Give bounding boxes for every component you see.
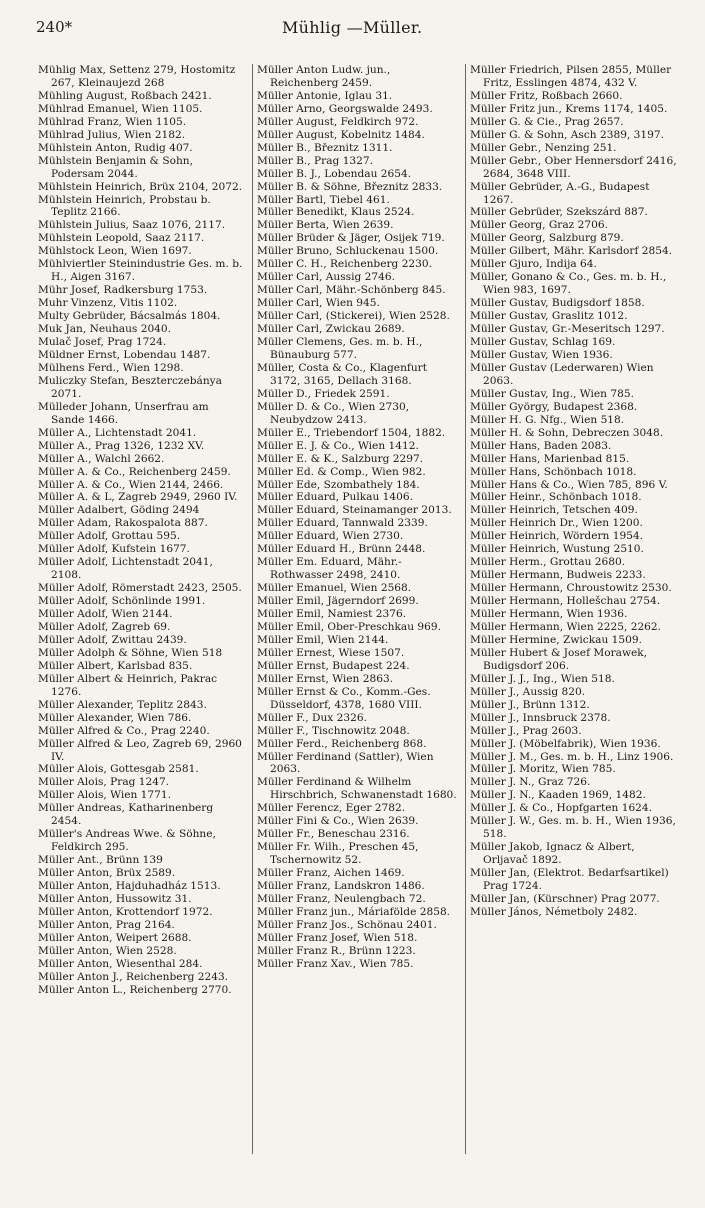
directory-entry: Müller Gilbert, Mähr. Karlsdorf 2854. xyxy=(470,245,673,258)
directory-entry: Müller A., Lichtenstadt 2041. xyxy=(38,426,197,439)
directory-entry: Müller Anton L., Reichenberg 2770. xyxy=(38,983,232,996)
directory-entry: Müller Adolf, Grottau 595. xyxy=(38,530,181,543)
directory-entry: Müller Gebr., Ober Hennersdorf 2416, 2684, 3648 VIII. xyxy=(470,154,677,180)
directory-entry: Müller A. & L, Zagreb 2949, 2960 IV. xyxy=(38,491,238,504)
directory-entry: Muhr Vinzenz, Vitis 1102. xyxy=(38,297,178,310)
directory-entry: Müller J. Moritz, Wien 785. xyxy=(470,763,616,776)
directory-entry: Müller Anton, Prag 2164. xyxy=(38,918,175,931)
directory-entry: Müller Carl, Aussig 2746. xyxy=(257,271,395,284)
directory-entry: Müller Anton, Wiesenthal 284. xyxy=(38,957,203,970)
directory-entry: Müller Anton Ludw. jun., Reichenberg 2459. xyxy=(257,64,391,89)
directory-entry: Müller Ernst, Wien 2863. xyxy=(257,672,394,685)
directory-entry: Müller Adolf, Lichtenstadt 2041, 2108. xyxy=(38,556,213,582)
directory-entry: Müller Gustav (Lederwaren) Wien 2063. xyxy=(470,361,654,387)
directory-entry: Muliczky Stefan, Beszterczebánya 2071. xyxy=(38,374,222,400)
directory-entry: Müller Fr., Beneschau 2316. xyxy=(257,828,410,841)
directory-entry: Müller G. & Cie., Prag 2657. xyxy=(470,115,624,128)
directory-entry: Müller Arno, Georgswalde 2493. xyxy=(257,102,433,115)
directory-entry: Müller Adalbert, Göding 2494 xyxy=(38,504,200,517)
directory-entry: Müller Anton, Wien 2528. xyxy=(38,944,177,957)
directory-entry: Müller Ant., Brünn 139 xyxy=(38,854,163,867)
directory-entry: Mühlstock Leon, Wien 1697. xyxy=(38,245,192,258)
directory-entry: Müller Heinrich, Wustung 2510. xyxy=(470,543,644,556)
page-number: 240* xyxy=(36,18,73,36)
directory-entry: Müller Emanuel, Wien 2568. xyxy=(257,582,412,595)
directory-entry: Müller Eduard, Steinamanger 2013. xyxy=(257,504,452,517)
directory-entry: Müller E. & K., Salzburg 2297. xyxy=(257,452,424,465)
directory-entry: Müller Adolph & Söhne, Wien 518 xyxy=(38,646,223,659)
directory-entry: Müller Carl, Wien 945. xyxy=(257,297,380,310)
directory-entry: Müller Ferencz, Eger 2782. xyxy=(257,802,406,815)
directory-entry: Müller Adolf, Kufstein 1677. xyxy=(38,543,190,556)
directory-entry: Müller Carl, Mähr.-Schönberg 845. xyxy=(257,284,446,297)
directory-entry: Müller Adolf, Wien 2144. xyxy=(38,608,173,621)
directory-entry: Müller Herm., Grottau 2680. xyxy=(470,556,626,569)
directory-entry: Müller Berta, Wien 2639. xyxy=(257,219,394,232)
directory-entry: Müller J., Innsbruck 2378. xyxy=(470,711,611,724)
directory-entry: Müller Ed. & Comp., Wien 982. xyxy=(257,465,426,478)
directory-entry: Müller D. & Co., Wien 2730, Neubydzow 2413. xyxy=(257,400,410,426)
directory-entry: Müller Gustav, Schlag 169. xyxy=(470,336,616,349)
directory-entry: Müller Ernst, Budapest 224. xyxy=(257,659,410,672)
directory-entry: Müller Hans, Schönbach 1018. xyxy=(470,465,637,478)
directory-entry: Müller F., Tischnowitz 2048. xyxy=(257,724,410,737)
directory-entry: Müller Friedrich, Pilsen 2855, Müller Fritz, Esslingen 4874, 432 V. xyxy=(470,64,672,89)
directory-entry: Müller Adolf, Römerstadt 2423, 2505. xyxy=(38,582,242,595)
directory-entry: Müller Gebrüder, Szekszárd 887. xyxy=(470,206,648,219)
directory-entry: Müller Adolf, Zagreb 69. xyxy=(38,620,171,633)
directory-entry: Müller Heinrich, Tetschen 409. xyxy=(470,504,638,517)
directory-entry: Müller August, Kobelnitz 1484. xyxy=(257,128,425,141)
directory-entry: Müller Emil, Namiest 2376. xyxy=(257,608,407,621)
directory-entry: Müller Carl, Zwickau 2689. xyxy=(257,323,405,336)
directory-entry: Müller Eduard, Tannwald 2339. xyxy=(257,517,428,530)
directory-entry: Müller Hermann, Wien 2225, 2262. xyxy=(470,620,662,633)
directory-entry: Müller Alois, Gottesgab 2581. xyxy=(38,763,199,776)
directory-entry: Müller, Gonano & Co., Ges. m. b. H., Wien 983, 1697. xyxy=(470,271,667,297)
directory-entry: Müller Heinrich, Wördern 1954. xyxy=(470,530,644,543)
directory-entry: Müller Franz R., Brünn 1223. xyxy=(257,944,416,957)
directory-entry: Müller Bruno, Schluckenau 1500. xyxy=(257,245,439,258)
directory-entry: Mühling August, Roßbach 2421. xyxy=(38,89,212,102)
directory-entry: Müller E. J. & Co., Wien 1412. xyxy=(257,439,419,452)
directory-entry: Müller J. & Co., Hopfgarten 1624. xyxy=(470,802,653,815)
directory-entry: Müller Franz Xav., Wien 785. xyxy=(257,957,414,970)
directory-entry: Mülleder Johann, Unserfrau am Sande 1466. xyxy=(38,400,209,426)
directory-entry: Müller Bartl, Tiebel 461. xyxy=(257,193,390,206)
directory-entry: Müller Gustav, Gr.-Meseritsch 1297. xyxy=(470,323,665,336)
directory-entry: Müller Albert, Karlsbad 835. xyxy=(38,659,193,672)
directory-entry: Mühlstein Leopold, Saaz 2117. xyxy=(38,232,205,245)
directory-entry: Müller Andreas, Katharinenberg 2454. xyxy=(38,802,214,828)
directory-entry: Müller J. J., Ing., Wien 518. xyxy=(470,672,615,685)
directory-entry: Müller A. & Co., Wien 2144, 2466. xyxy=(38,478,224,491)
directory-entry: Müller Hans & Co., Wien 785, 896 V. xyxy=(470,478,668,491)
directory-entry: Müller F., Dux 2326. xyxy=(257,711,367,724)
directory-entry: Müller Anton, Weipert 2688. xyxy=(38,931,192,944)
directory-entry: Müller Hermine, Zwickau 1509. xyxy=(470,633,642,646)
directory-entry: Müller Adolf, Schönlinde 1991. xyxy=(38,595,206,608)
directory-entry: Müller E., Triebendorf 1504, 1882. xyxy=(257,426,446,439)
column-middle xyxy=(252,64,459,1154)
directory-entry: Müller Alois, Wien 1771. xyxy=(38,789,172,802)
directory-entry: Müller Franz Josef, Wien 518. xyxy=(257,931,418,944)
directory-entry: Müller Anton J., Reichenberg 2243. xyxy=(38,970,229,983)
directory-entry: Müller Hubert & Josef Morawek, Budigsdorf 206. xyxy=(470,646,648,672)
directory-entry: Mühlstein Heinrich, Brüx 2104, 2072. xyxy=(38,180,243,193)
directory-entry: Müller B. & Söhne, Březnitz 2833. xyxy=(257,180,443,193)
directory-entry: Müller Anton, Hussowitz 31. xyxy=(38,893,192,905)
directory-entry: Müller Franz, Aichen 1469. xyxy=(257,867,405,880)
directory-entry: Müller Fritz jun., Krems 1174, 1405. xyxy=(470,102,668,115)
directory-entry: Müller Fini & Co., Wien 2639. xyxy=(257,815,419,828)
directory-entry: Müller B. J., Lobendau 2654. xyxy=(257,167,412,180)
directory-entry: Müller B., Březnitz 1311. xyxy=(257,141,393,154)
directory-entry: Müller J., Brünn 1312. xyxy=(470,698,590,711)
directory-entry: Müller Fr. Wilh., Preschen 45, Tschernowitz 52. xyxy=(257,841,419,867)
directory-entry: Müller H. & Sohn, Debreczen 3048. xyxy=(470,426,664,439)
directory-entry: Müller Hermann, Budweis 2233. xyxy=(470,569,646,582)
directory-entry: Mühlviertler Steinindustrie Ges. m. b. H., Aigen 3167. xyxy=(38,258,243,284)
directory-entry: Müller Gustav, Graslitz 1012. xyxy=(470,310,628,323)
directory-entry: Müller Ernst & Co., Komm.-Ges. Düsseldorf, 4378, 1680 VIII. xyxy=(257,685,431,711)
directory-entry: Müller Franz, Landskron 1486. xyxy=(257,880,425,893)
directory-entry: Müller Hermann, Hollešchau 2754. xyxy=(470,595,661,608)
directory-entry: Müller Alexander, Teplitz 2843. xyxy=(38,698,207,711)
directory-entry: Müller Hans, Marienbad 815. xyxy=(470,452,630,465)
directory-entry: Mülhens Ferd., Wien 1298. xyxy=(38,361,184,374)
directory-entry: Müller Ferd., Reichenberg 868. xyxy=(257,737,427,750)
directory-entry: Müller J. W., Ges. m. b. H., Wien 1936, 518. xyxy=(470,815,676,841)
directory-entry: Müller Hermann, Chroustowitz 2530. xyxy=(470,582,672,595)
directory-entry: Müller János, Németboly 2482. xyxy=(470,905,638,918)
directory-entry: Müller Franz, Neulengbach 72. xyxy=(257,893,426,905)
directory-entry: Müller Brüder & Jäger, Osijek 719. xyxy=(257,232,445,245)
directory-columns xyxy=(38,64,678,1154)
directory-entry: Müller Gebr., Nenzing 251. xyxy=(470,141,617,154)
directory-entry: Müller Georg, Graz 2706. xyxy=(470,219,608,232)
directory-entry: Mühlrad Franz, Wien 1105. xyxy=(38,115,187,128)
directory-entry: Müller Hans, Baden 2083. xyxy=(470,439,612,452)
directory-entry: Müller Hermann, Wien 1936. xyxy=(470,608,628,621)
directory-entry: Müller C. H., Reichenberg 2230. xyxy=(257,258,433,271)
directory-entry: Müller Jakob, Ignacz & Albert, Orljavač 1892. xyxy=(470,841,635,867)
directory-entry: Müller B., Prag 1327. xyxy=(257,154,374,167)
column-right xyxy=(465,64,678,1154)
directory-entry: Müller J. M., Ges. m. b. H., Linz 1906. xyxy=(470,750,674,763)
directory-entry: Müller Anton, Brüx 2589. xyxy=(38,867,176,880)
directory-entry: Müller Clemens, Ges. m. b. H., Bünauburg 577. xyxy=(257,336,423,361)
directory-entry: Müller Ferdinand (Sattler), Wien 2063. xyxy=(257,750,434,776)
directory-entry: Müller Emil, Jägerndorf 2699. xyxy=(257,595,419,608)
directory-entry: Müller Gjuro, Indija 64. xyxy=(470,258,597,271)
directory-entry: Mühlstein Benjamin & Sohn, Podersam 2044. xyxy=(38,154,193,180)
column-left xyxy=(38,64,244,1154)
directory-entry: Müller Alexander, Wien 786. xyxy=(38,711,192,724)
directory-entry: Müller Gustav, Wien 1936. xyxy=(470,348,613,361)
directory-entry: Müller J. N., Graz 726. xyxy=(470,776,591,789)
directory-entry: Müller Emil, Ober-Preschkau 969. xyxy=(257,620,441,633)
directory-entry: Müller Jan, (Elektrot. Bedarfsartikel) Prag 1724. xyxy=(470,867,669,893)
directory-entry: Mühlrad Julius, Wien 2182. xyxy=(38,128,186,141)
directory-entry: Mühlig Max, Settenz 279, Hostomitz 267, Kleinaujezd 268 xyxy=(38,64,236,89)
directory-entry: Müller August, Feldkirch 972. xyxy=(257,115,419,128)
directory-entry: Mühlrad Emanuel, Wien 1105. xyxy=(38,102,203,115)
directory-entry: Müller Anton, Krottendorf 1972. xyxy=(38,905,213,918)
directory-entry: Müller Adolf, Zwittau 2439. xyxy=(38,633,187,646)
directory-entry: Müller Franz Jos., Schönau 2401. xyxy=(257,918,437,931)
directory-entry: Müller, Costa & Co., Klagenfurt 3172, 3165, Dellach 3168. xyxy=(257,361,427,387)
directory-entry: Müller Ferdinand & Wilhelm Hirschbrich, Schwanenstadt 1680. xyxy=(257,776,457,802)
directory-entry: Müller Emil, Wien 2144. xyxy=(257,633,389,646)
directory-entry: Müller A. & Co., Reichenberg 2459. xyxy=(38,465,231,478)
directory-entry: Müller Benedikt, Klaus 2524. xyxy=(257,206,415,219)
directory-entry: Müller Gustav, Budigsdorf 1858. xyxy=(470,297,645,310)
directory-entry: Mulač Josef, Prag 1724. xyxy=(38,336,167,349)
directory-entry: Mühlstein Heinrich, Probstau b. Teplitz 2166. xyxy=(38,193,211,219)
directory-entry: Müller Georg, Salzburg 879. xyxy=(470,232,624,245)
directory-entry: Müller Em. Eduard, Mähr.-Rothwasser 2498, 2410. xyxy=(257,556,402,582)
directory-entry: Müller Anton, Hajduhadház 1513. xyxy=(38,880,221,893)
directory-entry: Müller Franz jun., Máriafölde 2858. xyxy=(257,905,451,918)
directory-entry: Müller Alois, Prag 1247. xyxy=(38,776,170,789)
directory-entry: Müller Fritz, Roßbach 2660. xyxy=(470,89,623,102)
directory-entry: Müller Ernest, Wiese 1507. xyxy=(257,646,405,659)
directory-entry: Müller A., Prag 1326, 1232 XV. xyxy=(38,439,205,452)
directory-entry: Müller J. N., Kaaden 1969, 1482. xyxy=(470,789,646,802)
directory-entry: Mühlstein Julius, Saaz 1076, 2117. xyxy=(38,219,226,232)
directory-entry: Müller Alfred & Leo, Zagreb 69, 2960 IV. xyxy=(38,737,242,763)
directory-entry: Müller Jan, (Kürschner) Prag 2077. xyxy=(470,893,660,905)
directory-entry: Müller J., Aussig 820. xyxy=(470,685,586,698)
running-head: Mühlig —Müller. xyxy=(282,18,423,37)
directory-entry: Müller A., Walchl 2662. xyxy=(38,452,165,465)
directory-entry: Müller Gustav, Ing., Wien 785. xyxy=(470,387,634,400)
directory-entry: Müller Adam, Rakospalota 887. xyxy=(38,517,208,530)
directory-entry: Muk Jan, Neuhaus 2040. xyxy=(38,323,172,336)
directory-entry: Müller Gebrüder, A.-G., Budapest 1267. xyxy=(470,180,650,206)
directory-entry: Müller J., Prag 2603. xyxy=(470,724,582,737)
directory-entry: Müller D., Friedek 2591. xyxy=(257,387,390,400)
directory-entry: Müller Eduard H., Brünn 2448. xyxy=(257,543,426,556)
directory-entry: Mühr Josef, Radkersburg 1753. xyxy=(38,284,208,297)
directory-entry: Müller Ede, Szombathely 184. xyxy=(257,478,420,491)
page-header xyxy=(36,18,636,42)
directory-entry: Multy Gebrüder, Bácsalmás 1804. xyxy=(38,310,221,323)
directory-entry: Müller Alfred & Co., Prag 2240. xyxy=(38,724,210,737)
directory-entry: Müller Eduard, Wien 2730. xyxy=(257,530,404,543)
directory-entry: Müller's Andreas Wwe. & Söhne, Feldkirch 295. xyxy=(38,828,216,854)
directory-entry: Müldner Ernst, Lobendau 1487. xyxy=(38,348,211,361)
directory-entry: Müller György, Budapest 2368. xyxy=(470,400,638,413)
directory-entry: Müller Albert & Heinrich, Pakrac 1276. xyxy=(38,672,218,698)
directory-entry: Müller Heinrich Dr., Wien 1200. xyxy=(470,517,643,530)
directory-entry: Mühlstein Anton, Rudig 407. xyxy=(38,141,193,154)
directory-entry: Müller J. (Möbelfabrik), Wien 1936. xyxy=(470,737,661,750)
directory-entry: Müller Carl, (Stickerei), Wien 2528. xyxy=(257,310,450,323)
directory-entry: Müller Heinr., Schönbach 1018. xyxy=(470,491,642,504)
directory-entry: Müller Antonie, Iglau 31. xyxy=(257,89,393,102)
directory-entry: Müller H. G. Nfg., Wien 518. xyxy=(470,413,625,426)
directory-entry: Müller G. & Sohn, Asch 2389, 3197. xyxy=(470,128,665,141)
directory-entry: Müller Eduard, Pulkau 1406. xyxy=(257,491,413,504)
